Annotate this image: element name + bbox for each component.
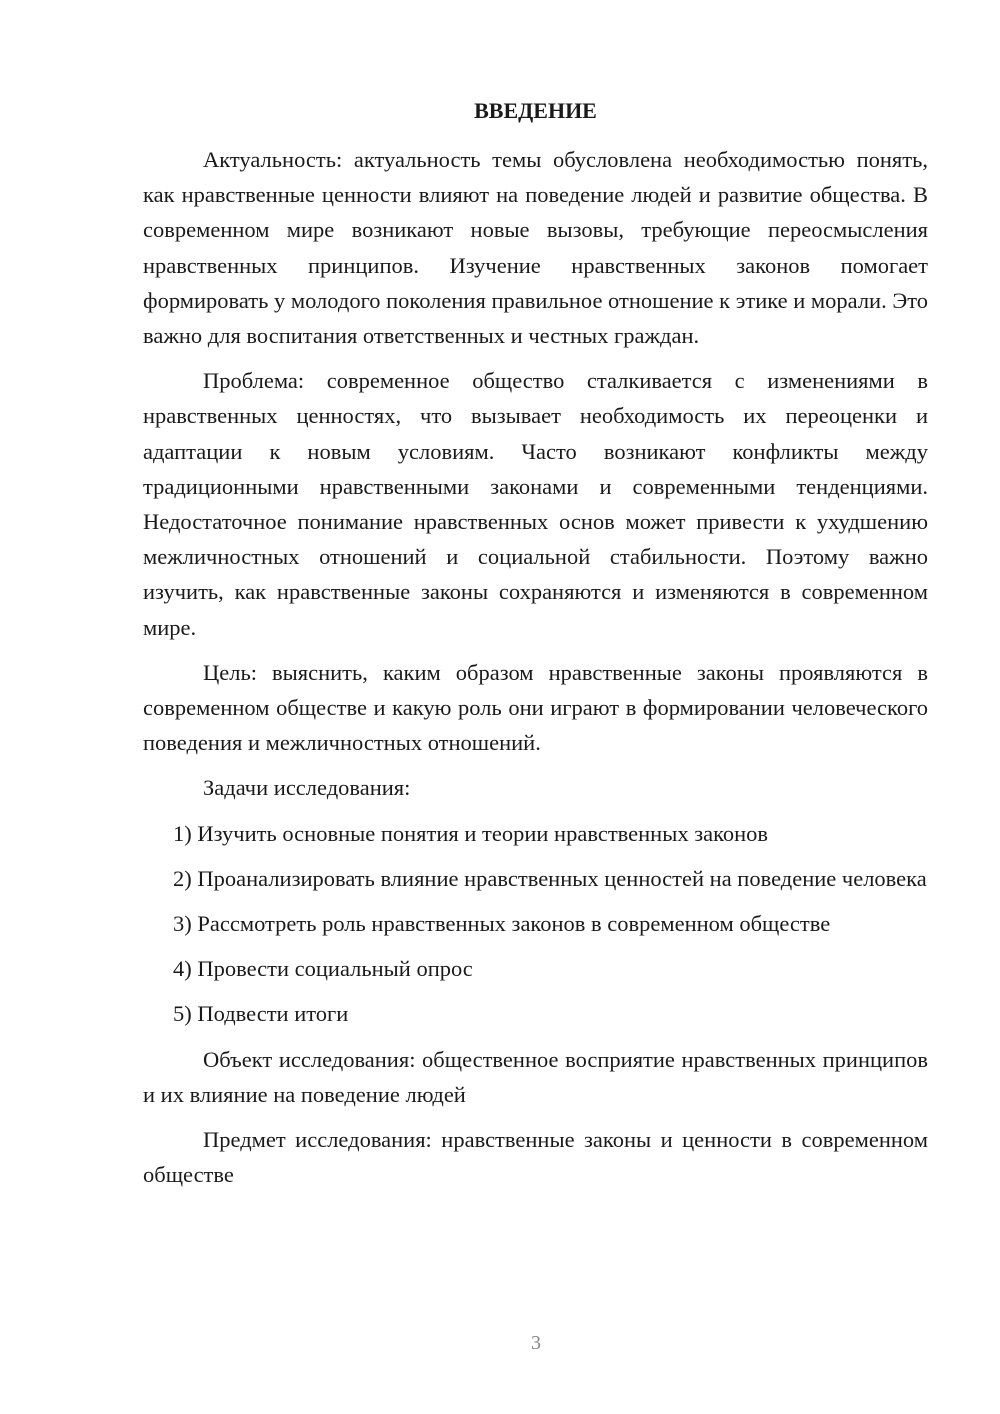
paragraph-tasks-heading: Задачи исследования:	[203, 775, 411, 801]
page-number: 3	[531, 1332, 541, 1354]
paragraph-problem: Проблема: современное общество сталкивается с изменениями в нравственных ценностях, что вызывает необходимость их переоценки и адаптации к новым условиям. Часто возникают конфликты между традиционными нравственными законами и современными тенденциями. Недостаточное понимание нравственных основ может привести к ухудшению межличностных отношений и социальной стабильности. Поэтому важно изучить, как нравственные законы сохраняются и изменяются в современном мире.	[143, 368, 928, 640]
paragraph-subject: Предмет исследования: нравственные законы и ценности в современном обществе	[143, 1127, 928, 1188]
paragraph-goal: Цель: выяснить, каким образом нравственные законы проявляются в современном обществе и какую роль они играют в формировании человеческого поведения и межличностных отношений.	[143, 659, 928, 756]
page-content	[143, 90, 928, 1192]
task-item-2: 2) Проанализировать влияние нравственных ценностей на поведение человека	[173, 865, 927, 891]
task-item-1: 1) Изучить основные понятия и теории нравственных законов	[173, 820, 769, 846]
task-item-3: 3) Рассмотреть роль нравственных законов в современном обществе	[173, 911, 831, 937]
task-item-4: 4) Провести социальный опрос	[173, 956, 473, 982]
paragraph-object: Объект исследования: общественное восприятие нравственных принципов и их влияние на поведение людей	[143, 1046, 928, 1107]
paragraph-relevance: Актуальность: актуальность темы обусловлена необходимостью понять, как нравственные ценности влияют на поведение людей и развитие общества. В современном мире возникают новые вызовы, требующие переосмысления нравственных принципов. Изучение нравственных законов помогает формировать у молодого поколения правильное отношение к этике и морали. Это важно для воспитания ответственных и честных граждан.	[143, 147, 928, 349]
task-item-5: 5) Подвести итоги	[173, 1001, 349, 1027]
section-title: ВВЕДЕНИЕ	[474, 98, 597, 123]
